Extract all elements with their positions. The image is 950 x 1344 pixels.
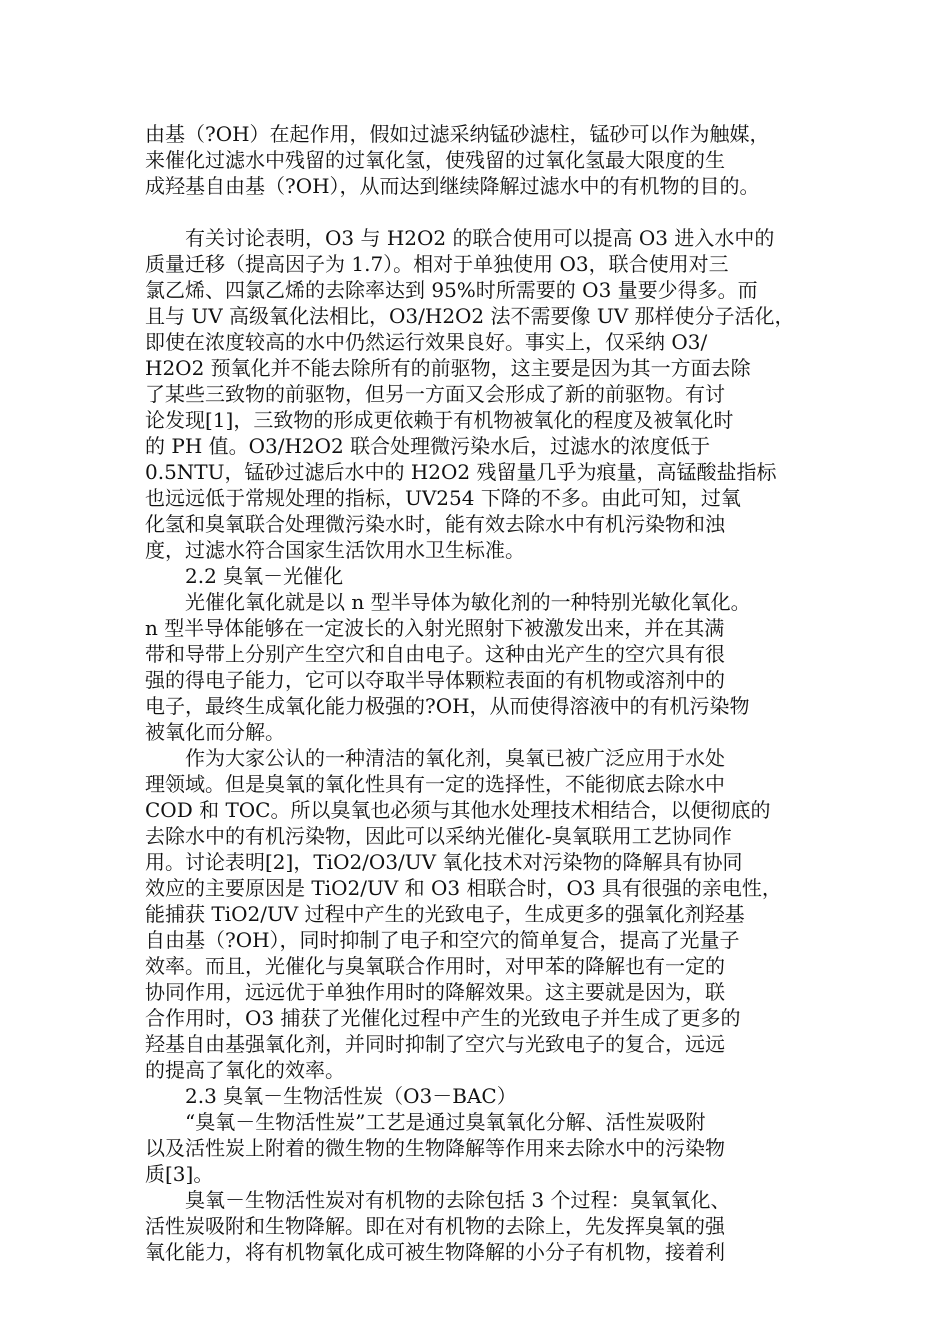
text-line: H2O2 预氧化并不能去除所有的前驱物，这主要是因为其一方面去除 (145, 356, 751, 380)
text-line: 论发现[1]，三致物的形成更依赖于有机物被氧化的程度及被氧化时 (145, 408, 734, 432)
text-line: “臭氧－生物活性炭”工艺是通过臭氧氧化分解、活性炭吸附 (145, 1110, 706, 1134)
text-line: 能捕获 TiO2/UV 过程中产生的光致电子，生成更多的强氧化剂羟基 (145, 902, 745, 926)
text-line: 化氢和臭氧联合处理微污染水时，能有效去除水中有机污染物和浊 (145, 512, 725, 536)
text-line: 了某些三致物的前驱物，但另一方面又会形成了新的前驱物。有讨 (145, 382, 725, 406)
text-line: 氯乙烯、四氯乙烯的去除率达到 95%时所需要的 O3 量要少得多。而 (145, 278, 758, 302)
text-line: 带和导带上分别产生空穴和自由电子。这种由光产生的空穴具有很 (145, 642, 725, 666)
text-line: COD 和 TOC。所以臭氧也必须与其他水处理技术相结合，以便彻底的 (145, 798, 771, 822)
text-line: 质[3]。 (145, 1162, 214, 1186)
text-line: 效应的主要原因是 TiO2/UV 和 O3 相联合时，O3 具有很强的亲电性， (145, 876, 782, 900)
text-line: 作为大家公认的一种清洁的氧化剂，臭氧已被广泛应用于水处 (145, 746, 725, 770)
text-line: 度，过滤水符合国家生活饮用水卫生标准。 (145, 538, 525, 562)
text-line: 且与 UV 高级氧化法相比，O3/H2O2 法不需要像 UV 那样使分子活化， (145, 304, 795, 328)
text-line: 来催化过滤水中残留的过氧化氢，使残留的过氧化氢最大限度的生 (145, 148, 725, 172)
text-line: 自由基（?OH），同时抑制了电子和空穴的简单复合，提高了光量子 (145, 928, 740, 952)
text-line: 也远远低于常规处理的指标，UV254 下降的不多。由此可知，过氧 (145, 486, 741, 510)
text-line: 0.5NTU，锰砂过滤后水中的 H2O2 残留量几乎为痕量，高锰酸盐指标 (145, 460, 777, 484)
text-line: 合作用时，O3 捕获了光催化过程中产生的光致电子并生成了更多的 (145, 1006, 741, 1030)
text-line: 即使在浓度较高的水中仍然运行效果良好。事实上，仅采纳 O3/ (145, 330, 708, 354)
text-line: 被氧化而分解。 (145, 720, 285, 744)
text-line: 电子，最终生成氧化能力极强的?OH，从而使得溶液中的有机污染物 (145, 694, 750, 718)
text-line: 有关讨论表明，O3 与 H2O2 的联合使用可以提高 O3 进入水中的 (145, 226, 775, 250)
section-heading: 2.3 臭氧－生物活性炭（O3－BAC） (145, 1084, 517, 1108)
text-line: 羟基自由基强氧化剂，并同时抑制了空穴与光致电子的复合，远远 (145, 1032, 725, 1056)
section-heading: 2.2 臭氧－光催化 (145, 564, 344, 588)
text-line: 臭氧－生物活性炭对有机物的去除包括 3 个过程：臭氧氧化、 (145, 1188, 731, 1212)
text-line: 活性炭吸附和生物降解。即在对有机物的去除上，先发挥臭氧的强 (145, 1214, 725, 1238)
text-line: 去除水中的有机污染物，因此可以采纳光催化-臭氧联用工艺协同作 (145, 824, 732, 848)
text-line: 用。讨论表明[2]，TiO2/O3/UV 氧化技术对污染物的降解具有协同 (145, 850, 743, 874)
text-line: n 型半导体能够在一定波长的入射光照射下被激发出来，并在其满 (145, 616, 725, 640)
text-line: 协同作用，远远优于单独作用时的降解效果。这主要就是因为，联 (145, 980, 725, 1004)
text-line: 以及活性炭上附着的微生物的生物降解等作用来去除水中的污染物 (145, 1136, 725, 1160)
text-line: 光催化氧化就是以 n 型半导体为敏化剂的一种特别光敏化氧化。 (145, 590, 751, 614)
text-line: 质量迁移（提高因子为 1.7）。相对于单独使用 O3，联合使用对三 (145, 252, 729, 276)
text-line: 成羟基自由基（?OH），从而达到继续降解过滤水中的有机物的目的。 (145, 174, 760, 198)
text-line: 强的得电子能力，它可以夺取半导体颗粒表面的有机物或溶剂中的 (145, 668, 725, 692)
text-line: 效率。而且，光催化与臭氧联合作用时，对甲苯的降解也有一定的 (145, 954, 725, 978)
text-line: 的提高了氧化的效率。 (145, 1058, 345, 1082)
text-line: 由基（?OH）在起作用，假如过滤采纳锰砂滤柱，锰砂可以作为触媒， (145, 122, 770, 146)
text-line: 的 PH 值。O3/H2O2 联合处理微污染水后，过滤水的浓度低于 (145, 434, 711, 458)
text-line: 氧化能力，将有机物氧化成可被生物降解的小分子有机物，接着利 (145, 1240, 725, 1264)
text-line: 理领域。但是臭氧的氧化性具有一定的选择性，不能彻底去除水中 (145, 772, 725, 796)
